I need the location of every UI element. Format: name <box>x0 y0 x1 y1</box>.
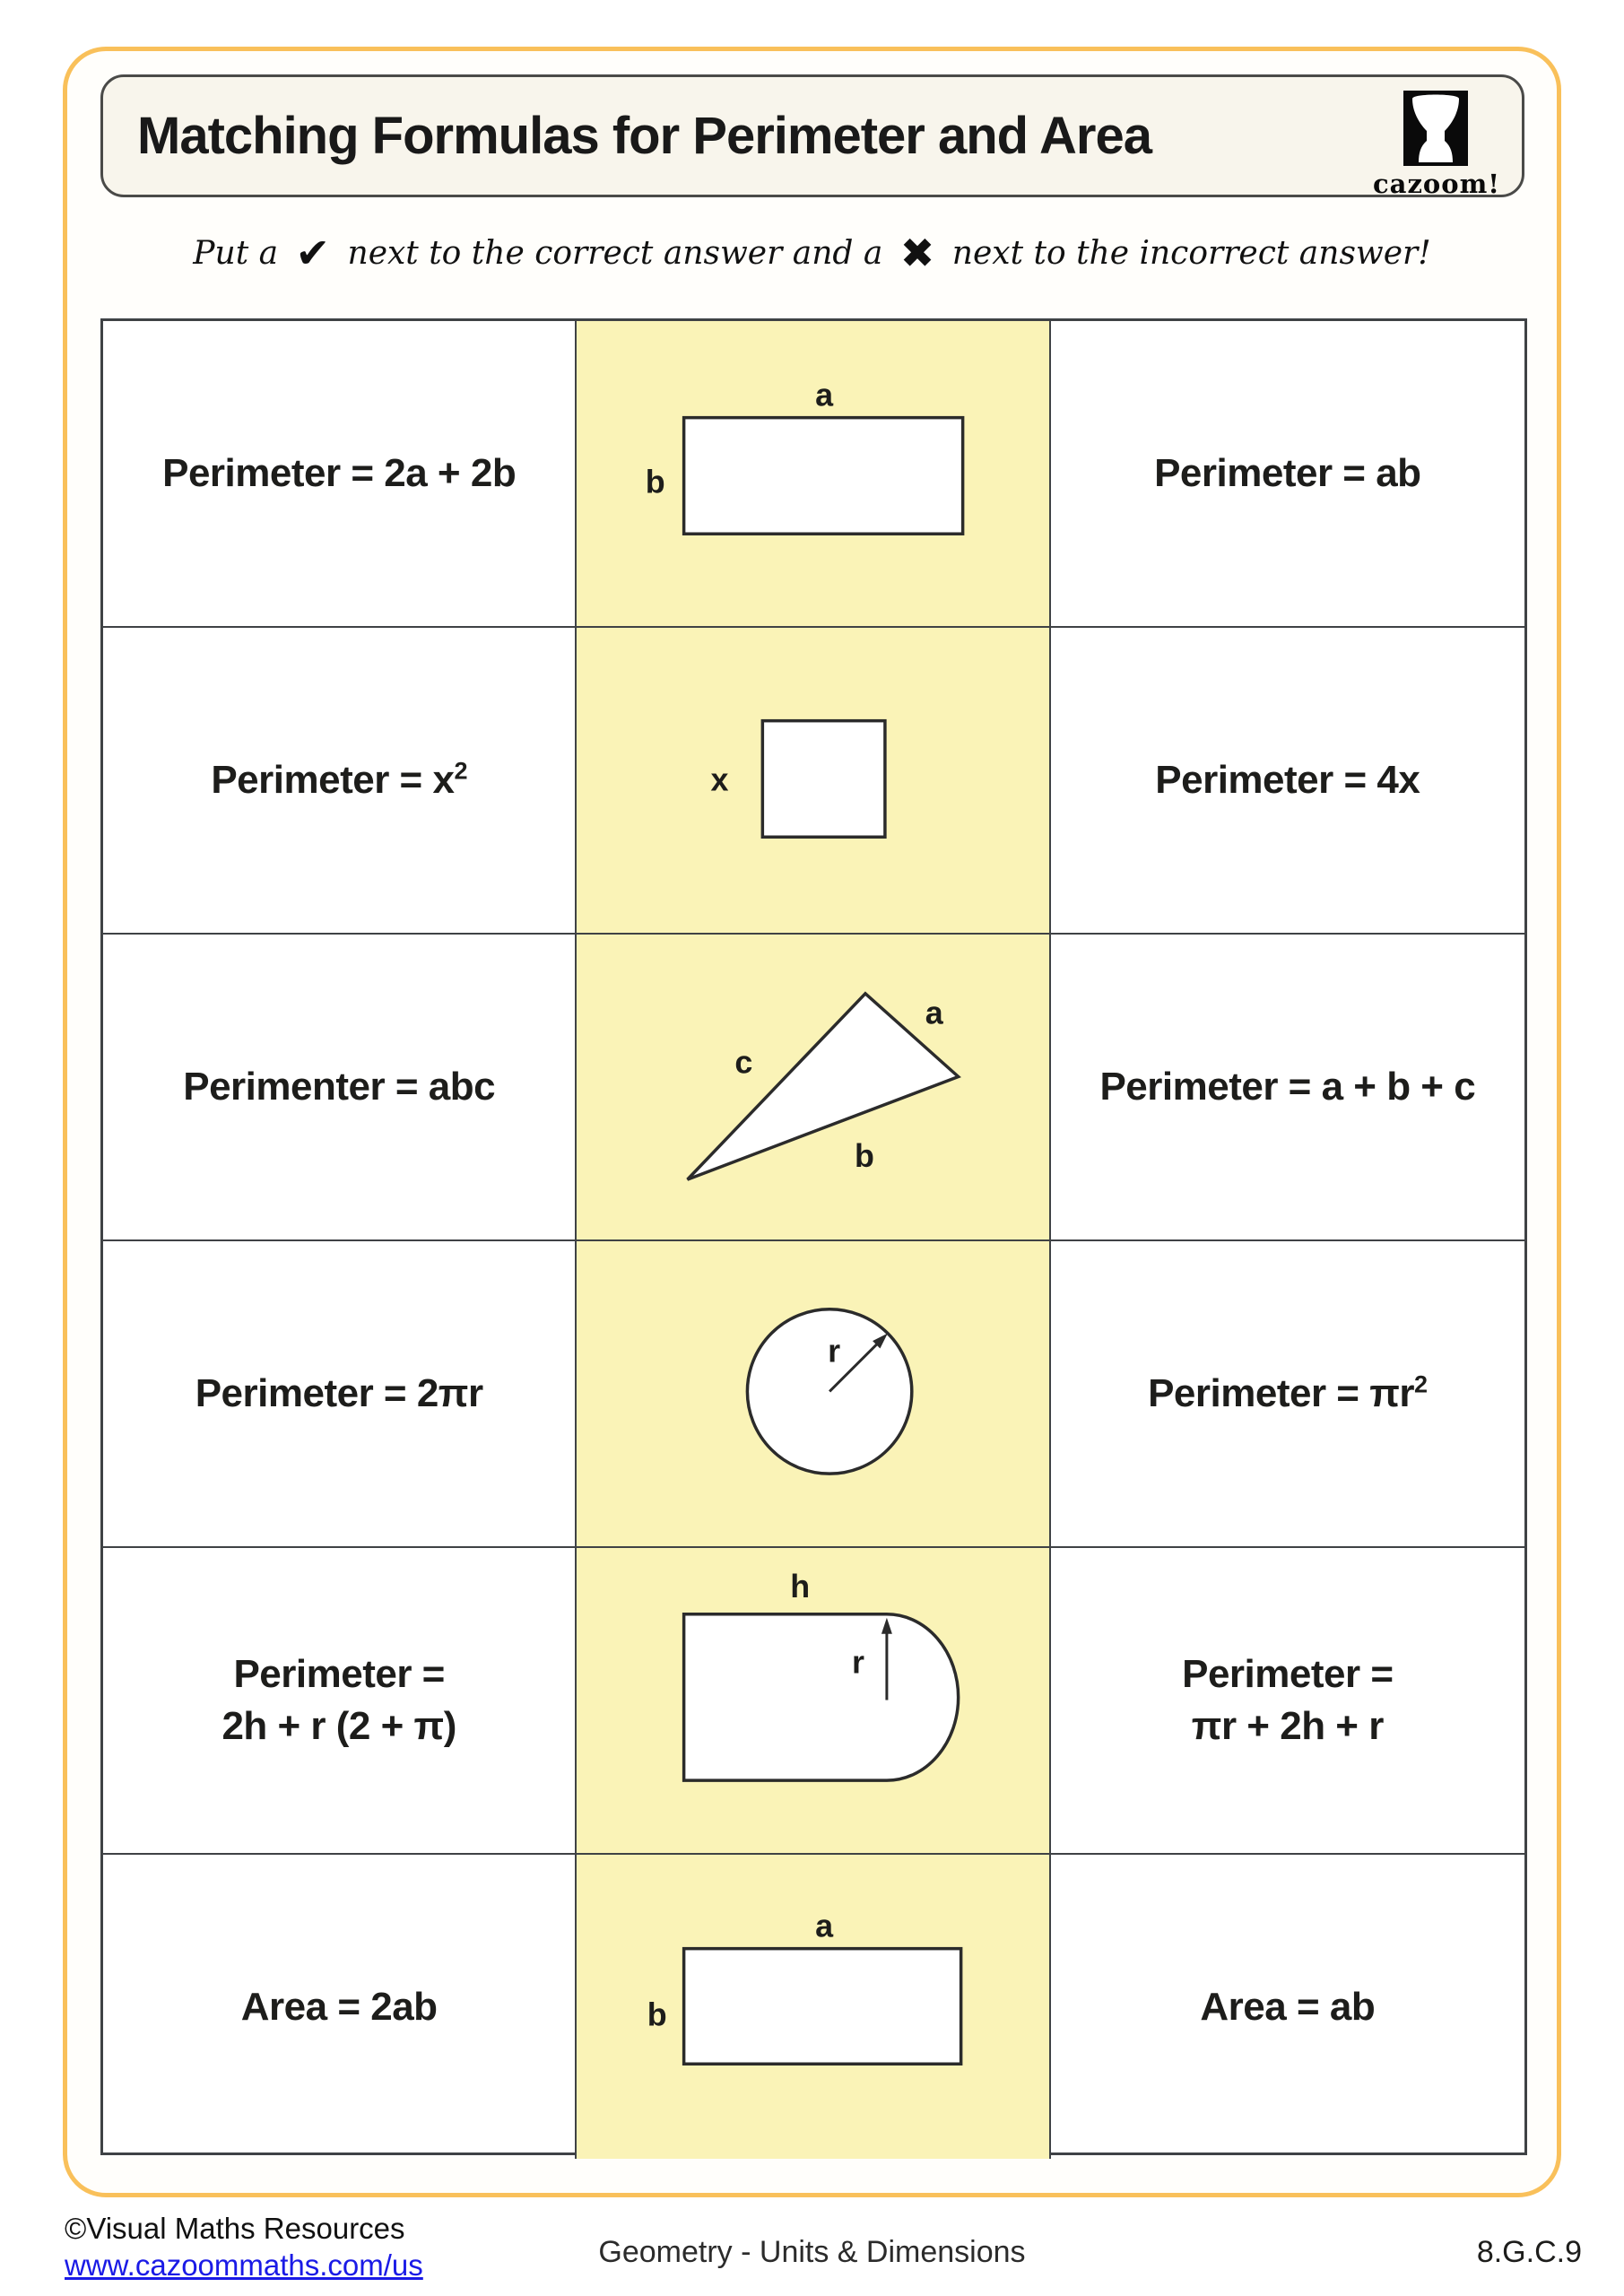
formula-line-2: 2h + r (2 + π) <box>221 1703 456 1748</box>
formula-superscript: 2 <box>454 757 467 785</box>
shape-cell-square <box>577 628 1050 935</box>
cross-icon: ✖ <box>899 229 935 277</box>
formula-cell-right-5 <box>1051 1548 1524 1855</box>
formula-cell-left-6 <box>103 1855 577 2160</box>
shape-cell-rectangle-1 <box>577 321 1050 628</box>
formula-cell-left-5 <box>103 1548 577 1855</box>
shape-label-a: a <box>815 1908 834 1944</box>
formula-line-2: πr + 2h + r <box>1191 1703 1384 1748</box>
shape-label-r: r <box>828 1333 841 1370</box>
cazoom-logo-text: cazoom! <box>1373 169 1501 199</box>
footer-standard-code: 8.G.C.9 <box>1476 2235 1582 2269</box>
copyright-text: ©Visual Maths Resources <box>65 2212 405 2245</box>
formula-superscript: 2 <box>1414 1370 1428 1398</box>
check-icon: ✔ <box>295 229 331 277</box>
title-box <box>100 74 1524 197</box>
triangle-shape <box>577 935 1048 1239</box>
instruction-line <box>0 229 1624 277</box>
rect-semicircle-shape <box>577 1548 1048 1853</box>
shape-cell-rectangle-2 <box>577 1855 1050 2160</box>
formula-text: Perimenter = abc <box>183 1065 496 1109</box>
formula-text: Area = ab <box>1200 1984 1376 2029</box>
formula-cell-left-3 <box>103 935 577 1241</box>
shape-cell-circle <box>577 1241 1050 1548</box>
formula-text: Perimeter = ab <box>1154 451 1421 496</box>
formula-text: Perimeter = 4x <box>1155 758 1420 803</box>
shape-label-a: a <box>925 995 944 1031</box>
instruction-suffix: next to the incorrect answer! <box>951 235 1431 272</box>
shape-label-h: h <box>790 1568 811 1605</box>
shape-label-r: r <box>852 1644 865 1681</box>
instruction-prefix: Put a <box>193 235 279 272</box>
formula-cell-right-2 <box>1051 628 1524 935</box>
formula-cell-right-1 <box>1051 321 1524 628</box>
formula-cell-left-2 <box>103 628 577 935</box>
formula-cell-left-1 <box>103 321 577 628</box>
cazoom-logo <box>1373 91 1501 199</box>
circle-shape <box>577 1241 1048 1546</box>
square-shape <box>577 628 1048 933</box>
shape-label-a: a <box>815 377 834 413</box>
formula-text: Area = 2ab <box>240 1984 438 2029</box>
shape-label-b: b <box>647 1996 668 2032</box>
footer-topic: Geometry - Units & Dimensions <box>598 2235 1026 2269</box>
formula-text: Perimeter = 2πr <box>195 1371 483 1416</box>
rectangle-shape <box>577 1855 1048 2160</box>
cazoom-website-link[interactable]: www.cazoommaths.com/us <box>65 2248 423 2283</box>
shape-label-c: c <box>734 1044 753 1081</box>
matching-table <box>100 318 1527 2155</box>
formula-text: Perimeter = x <box>211 758 455 803</box>
shape-label-b: b <box>855 1137 875 1174</box>
shape-label-b: b <box>646 464 666 500</box>
page-title: Matching Formulas for Perimeter and Area <box>137 107 1152 165</box>
formula-cell-left-4 <box>103 1241 577 1548</box>
formula-text: Perimeter = πr <box>1148 1371 1415 1416</box>
shape-cell-rect-semicircle <box>577 1548 1050 1855</box>
cazoom-drum-icon <box>1403 91 1468 166</box>
formula-line-1: Perimeter = <box>1182 1652 1394 1697</box>
formula-text: Perimeter = a + b + c <box>1099 1065 1476 1109</box>
rectangle-shape <box>577 321 1048 626</box>
formula-cell-right-4 <box>1051 1241 1524 1548</box>
formula-cell-right-3 <box>1051 935 1524 1241</box>
shape-label-x: x <box>710 761 729 798</box>
formula-line-1: Perimeter = <box>233 1652 445 1697</box>
shape-cell-triangle <box>577 935 1050 1241</box>
formula-text: Perimeter = 2a + 2b <box>162 451 517 496</box>
instruction-middle: next to the correct answer and a <box>347 235 883 272</box>
formula-cell-right-6 <box>1051 1855 1524 2160</box>
